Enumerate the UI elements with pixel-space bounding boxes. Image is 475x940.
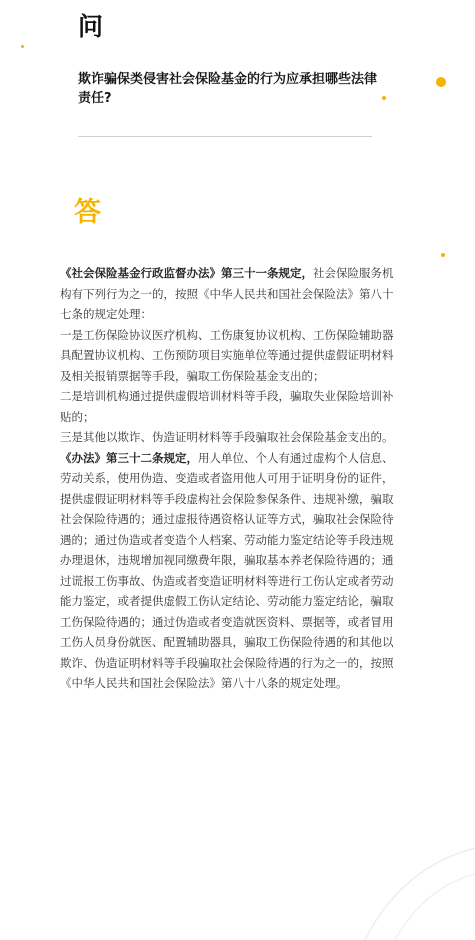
decorative-dot [441,253,445,257]
answer-item-2: 二是培训机构通过提供虚假培训材料等手段，骗取失业保险培训补贴的； [60,389,394,424]
decorative-dot [436,77,446,87]
answer-paragraph-1 [60,263,400,325]
article-32-lead: 《办法》第三十二条规定， [60,450,198,465]
answer-glyph: 答 [74,197,101,228]
question-title: 欺诈骗保类侵害社会保险基金的行为应承担哪些法律责任? [78,72,378,106]
answer-item-1: 一是工伤保险协议医疗机构、工伤康复协议机构、工伤保险辅助器具配置协议机构、工伤预防项目实施单位等通过提供虚假证明材料及相关报销票据等手段，骗取工伤保险基金支出的； [60,327,394,383]
answer-paragraph-2 [60,448,400,694]
answer-body [60,263,400,694]
article-31-text: 社会保险服务机构有下列行为之一的，按照《中华人民共和国社会保险法》第八十七条的规定处理： [60,266,394,321]
decorative-arc [355,820,475,940]
decorative-dot [21,45,24,48]
question-glyph: 问 [78,12,104,41]
article-32-text: 用人单位、个人有通过虚构个人信息、劳动关系，使用伪造、变造或者盗用他人可用于证明身份的证件，提供虚假证明材料等手段虚构社会保险参保条件、违规补缴，骗取社会保险待遇的；通过虚报待遇资格认证等方式，骗取社会保险待遇的；通过伪造或者变造个人档案、劳动能力鉴定结论等手段违规办理退休，违规增加视同缴费年限，骗取基本养老保险待遇的；通过谎报工伤事故、伪造或者变造证明材料等进行工伤认定或者劳动能力鉴定，或者提供虚假工伤认定结论、劳动能力鉴定结论，骗取工伤保险待遇的；通过伪造或者变造就医资料、票据等，或者冒用工伤人员身份就医、配置辅助器具，骗取工伤保险待遇的和其他以欺诈、伪造证明材料等手段骗取社会保险待遇的行为之一的，按照《中华人民共和国社会保险法》第八十八条的规定处理。 [60,450,394,690]
decorative-dot [382,96,386,100]
divider [78,136,372,137]
answer-item-3: 三是其他以欺诈、伪造证明材料等手段骗取社会保险基金支出的。 [60,430,394,444]
article-31-lead: 《社会保险基金行政监督办法》第三十一条规定， [60,266,313,280]
